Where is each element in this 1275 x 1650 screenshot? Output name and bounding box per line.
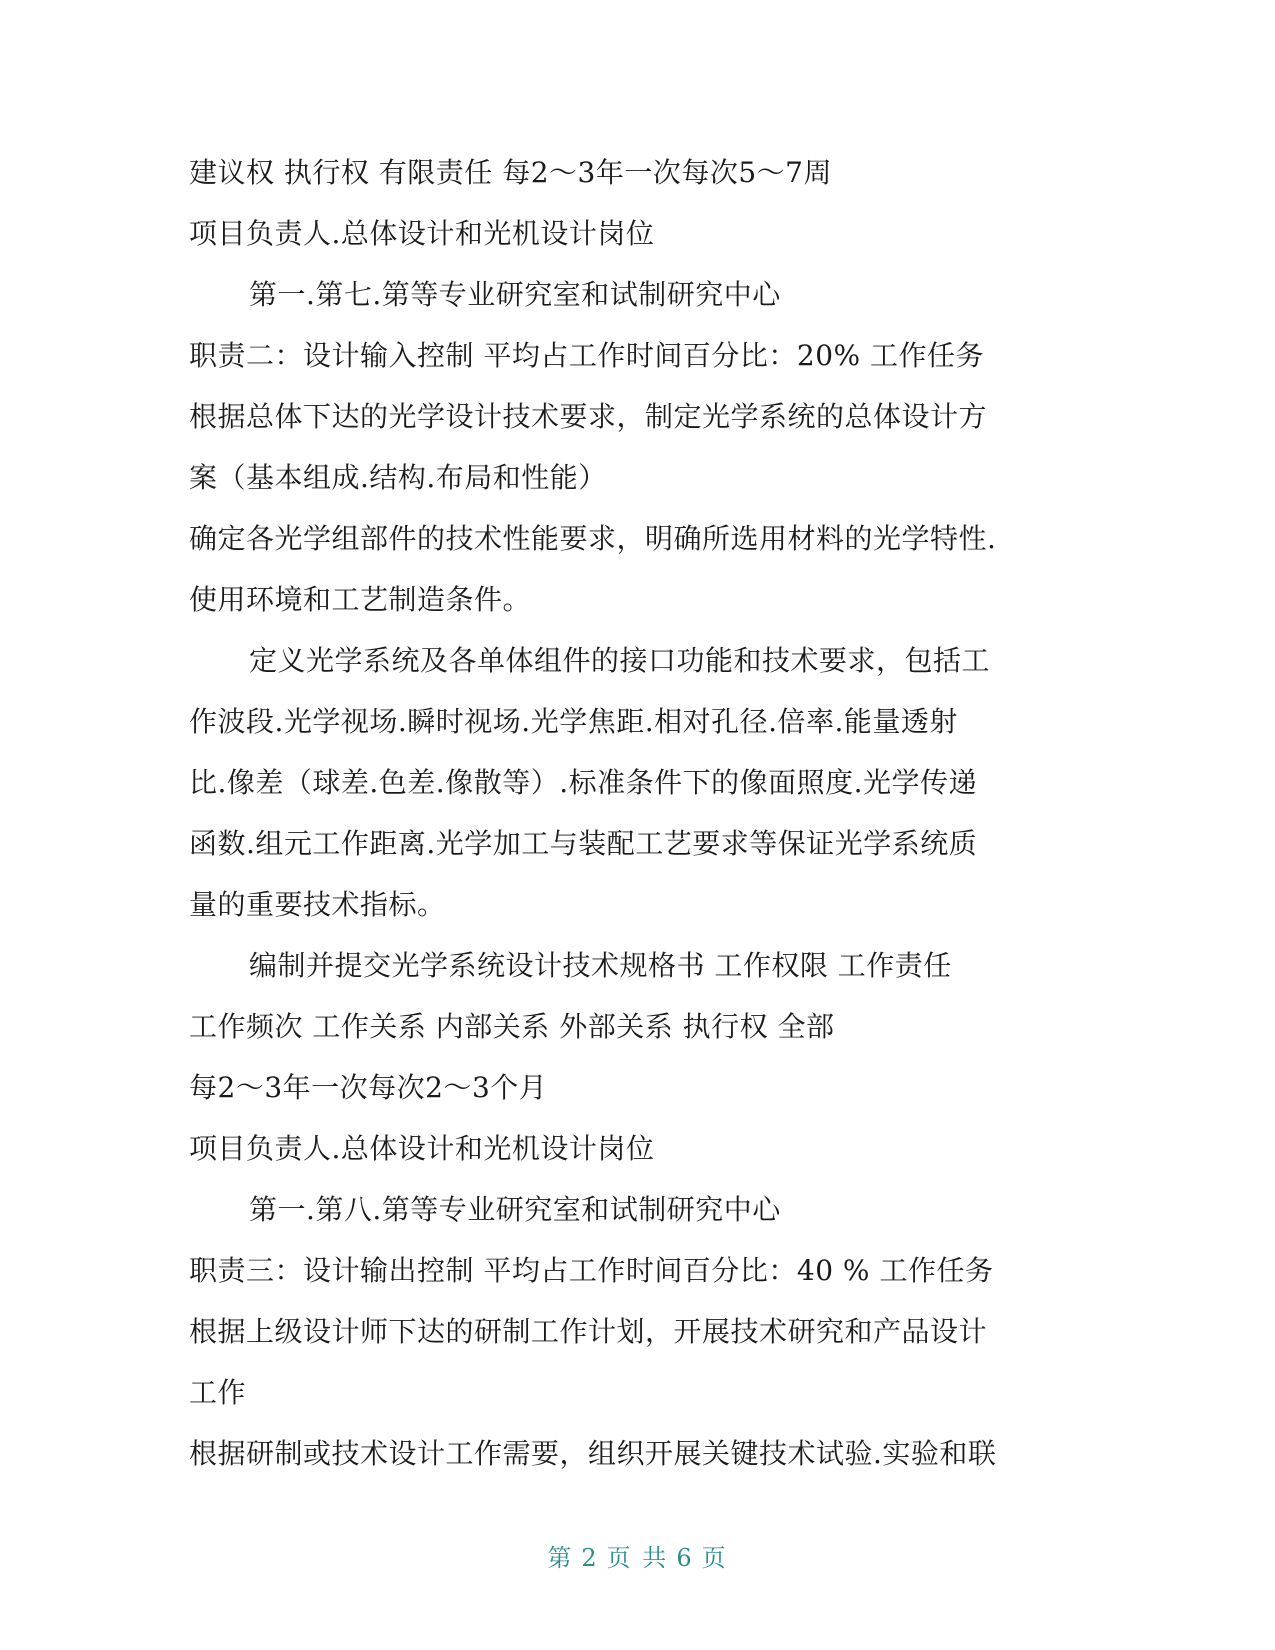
- footer-suffix: 页: [701, 1544, 728, 1572]
- text-line: 量的重要技术指标。: [189, 888, 446, 921]
- text-line: 比.像差（球差.色差.像散等）.标准条件下的像面照度.光学传递: [189, 766, 978, 799]
- footer-mid: 页 共: [606, 1544, 669, 1572]
- text-line: 确定各光学组部件的技术性能要求，明确所选用材料的光学特性.: [189, 522, 997, 555]
- page-footer: [0, 1538, 1275, 1573]
- document-body: [189, 142, 1089, 1484]
- text-line: 建议权 执行权 有限责任 每2～3年一次每次5～7周: [189, 156, 832, 189]
- text-line: 职责三：设计输出控制 平均占工作时间百分比：40 % 工作任务: [189, 1254, 994, 1287]
- text-line: 项目负责人.总体设计和光机设计岗位: [189, 1132, 655, 1165]
- footer-total-pages: 6: [676, 1544, 694, 1572]
- text-line: 根据研制或技术设计工作需要，组织开展关键技术试验.实验和联: [189, 1437, 997, 1470]
- text-line: 作波段.光学视场.瞬时视场.光学焦距.相对孔径.倍率.能量透射: [189, 705, 958, 738]
- text-line: 根据总体下达的光学设计技术要求，制定光学系统的总体设计方: [189, 400, 988, 433]
- text-line: 编制并提交光学系统设计技术规格书 工作权限 工作责任: [249, 949, 952, 982]
- text-line: 使用环境和工艺制造条件。: [189, 583, 532, 616]
- text-line: 每2～3年一次每次2～3个月: [189, 1071, 548, 1104]
- text-line: 工作频次 工作关系 内部关系 外部关系 执行权 全部: [189, 1010, 835, 1043]
- text-line: 工作: [189, 1376, 247, 1409]
- text-line: 第一.第八.第等专业研究室和试制研究中心: [249, 1193, 781, 1226]
- footer-page-number: 2: [581, 1544, 599, 1572]
- text-line: 定义光学系统及各单体组件的接口功能和技术要求，包括工: [249, 644, 991, 677]
- text-line: 第一.第七.第等专业研究室和试制研究中心: [249, 278, 781, 311]
- text-line: 项目负责人.总体设计和光机设计岗位: [189, 217, 655, 250]
- text-line: 函数.组元工作距离.光学加工与装配工艺要求等保证光学系统质: [189, 827, 978, 860]
- footer-prefix: 第: [547, 1544, 574, 1572]
- text-line: 职责二：设计输入控制 平均占工作时间百分比：20% 工作任务: [189, 339, 985, 372]
- text-line: 案（基本组成.结构.布局和性能）: [189, 461, 607, 494]
- text-line: 根据上级设计师下达的研制工作计划，开展技术研究和产品设计: [189, 1315, 988, 1348]
